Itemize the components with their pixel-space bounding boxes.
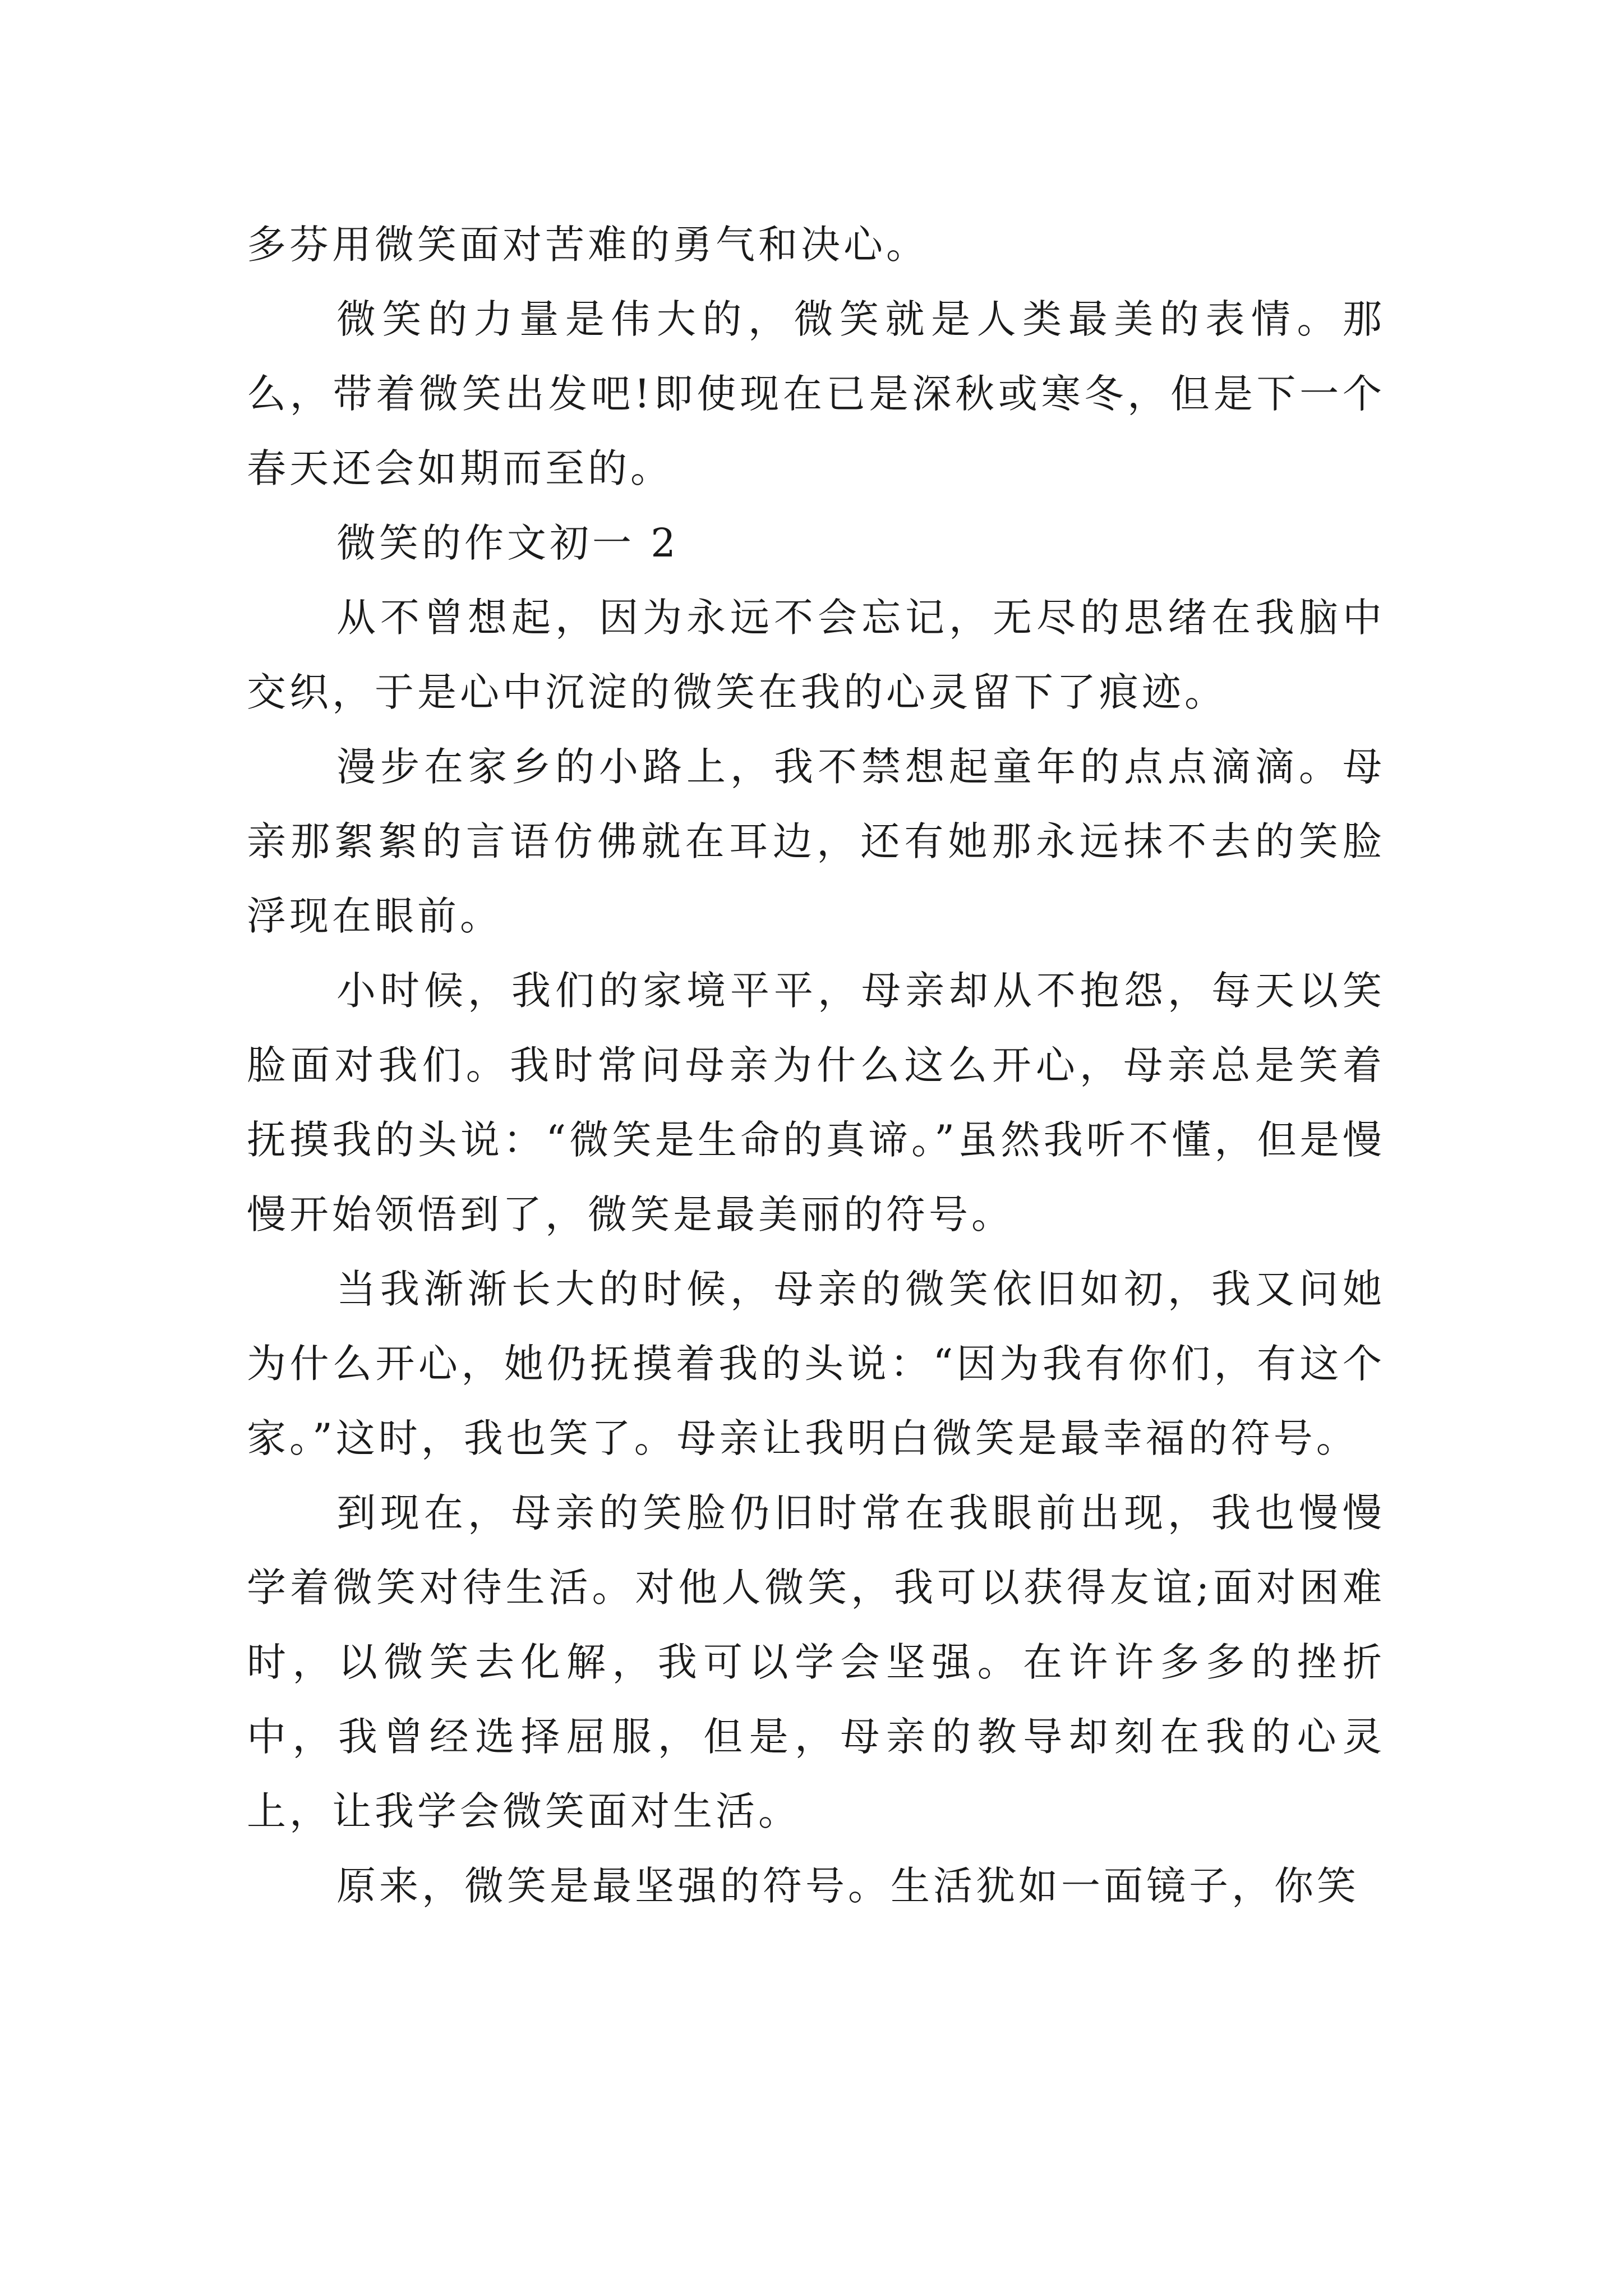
- paragraph-6: 当我渐渐长大的时候，母亲的微笑依旧如初，我又问她为什么开心，她仍抚摸着我的头说：“因为我有你们，有这个家。”这时，我也笑了。母亲让我明白微笑是最幸福的符号。: [247, 1266, 1385, 1461]
- paragraph-3: 从不曾想起，因为永远不会忘记，无尽的思绪在我脑中交织，于是心中沉淀的微笑在我的心灵留下了痕迹。: [247, 595, 1385, 715]
- essay-body: [247, 208, 1385, 1924]
- paragraph-5: 小时候，我们的家境平平，母亲却从不抱怨，每天以笑脸面对我们。我时常问母亲为什么这么开心，母亲总是笑着抚摸我的头说：“微笑是生命的真谛。”虽然我听不懂，但是慢慢开始领悟到了，微笑是最美丽的符号。: [247, 968, 1385, 1237]
- section-heading: 微笑的作文初一 2: [336, 520, 679, 566]
- paragraph-2: 微笑的力量是伟大的，微笑就是人类最美的表情。那么，带着微笑出发吧!即使现在已是深秋或寒冬，但是下一个春天还会如期而至的。: [247, 296, 1385, 491]
- paragraph-4: 漫步在家乡的小路上，我不禁想起童年的点点滴滴。母亲那絮絮的言语仿佛就在耳边，还有她那永远抹不去的笑脸浮现在眼前。: [247, 744, 1385, 939]
- paragraph-8: 原来，微笑是最坚强的符号。生活犹如一面镜子，你笑: [336, 1863, 1359, 1909]
- paragraph-1: 多芬用微笑面对苦难的勇气和决心。: [247, 222, 929, 268]
- paragraph-7: 到现在，母亲的笑脸仍旧时常在我眼前出现，我也慢慢学着微笑对待生活。对他人微笑，我可以获得友谊;面对困难时，以微笑去化解，我可以学会坚强。在许许多多的挫折中，我曾经选择屈服，但是，母亲的教导却刻在我的心灵上，让我学会微笑面对生活。: [247, 1490, 1385, 1834]
